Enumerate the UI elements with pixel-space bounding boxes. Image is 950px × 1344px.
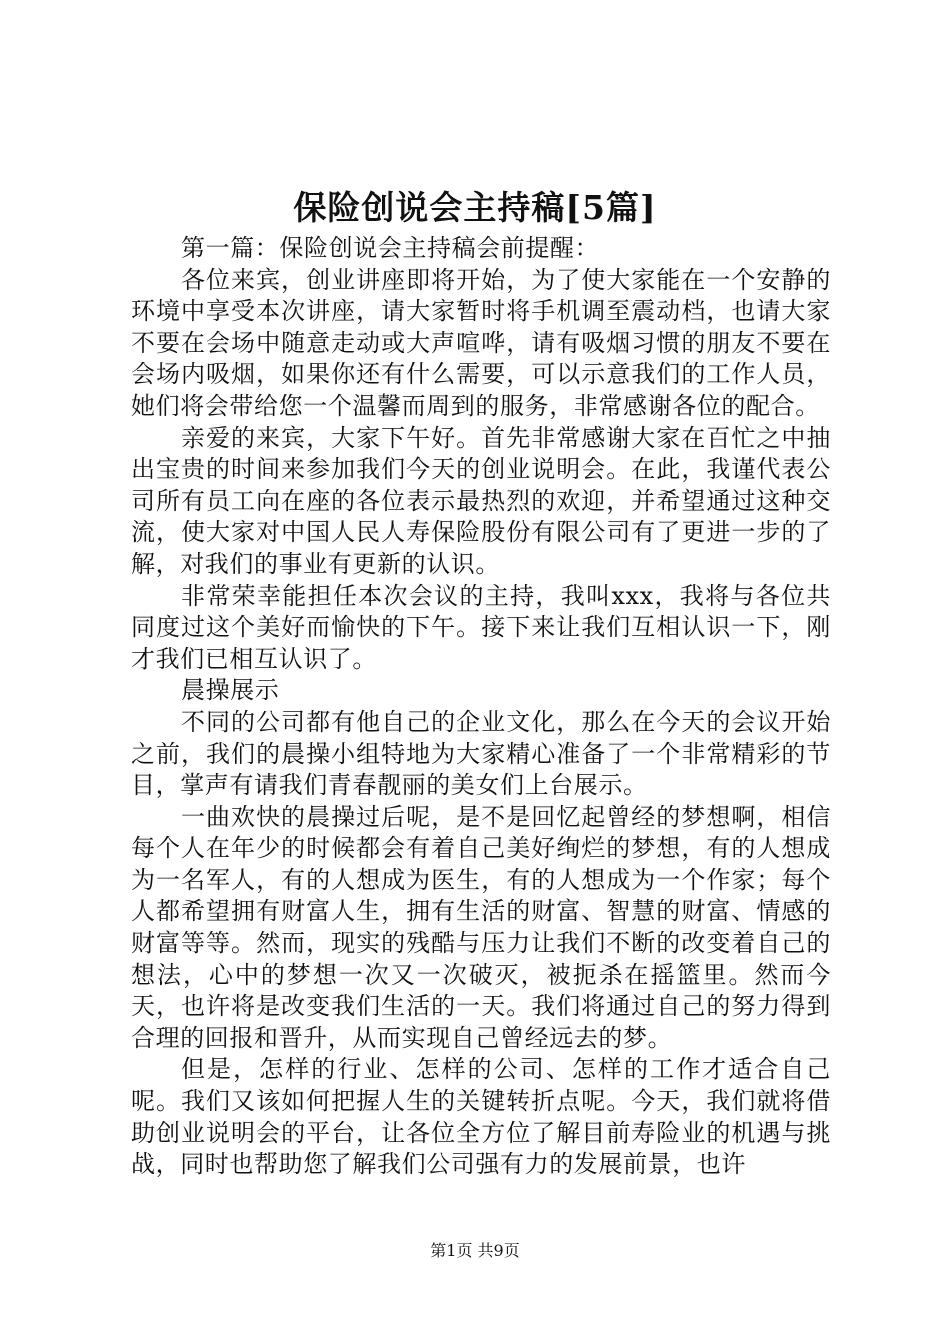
paragraph-welcome: 亲爱的来宾，大家下午好。首先非常感谢大家在百忙之中抽出宝贵的时间来参加我们今天的创业说明会。在此，我谨代表公司所有员工向在座的各位表示最热烈的欢迎，并希望通过这种交流，使大家对中国人民人寿保险股份有限公司有了更进一步的了解，对我们的事业有更新的认识。	[131, 423, 831, 578]
paragraph-company-culture: 不同的公司都有他自己的企业文化，那么在今天的会议开始之前，我们的晨操小组特地为大家精心准备了一个非常精彩的节目，掌声有请我们青春靓丽的美女们上台展示。	[131, 707, 831, 800]
paragraph-host-intro: 非常荣幸能担任本次会议的主持，我叫xxx，我将与各位共同度过这个美好而愉快的下午。接下来让我们互相认识一下，刚才我们已相互认识了。	[131, 581, 831, 673]
document-title: 保险创说会主持稿[5篇]	[293, 188, 657, 227]
paragraph-subheading-morning-exercise: 晨操展示	[181, 676, 280, 705]
paragraph-reminder: 各位来宾，创业讲座即将开始，为了使大家能在一个安静的环境中享受本次讲座，请大家暂时将手机调至震动档，也请大家不要在会场中随意走动或大声喧哗，请有吸烟习惯的朋友不要在会场内吸烟，如果你还有什么需要，可以示意我们的工作人员，她们将会带给您一个温馨而周到的服务，非常感谢各位的配合。	[131, 265, 831, 420]
paragraph-section-heading: 第一篇：保险创说会主持稿会前提醒：	[181, 234, 600, 262]
paragraph-opportunity: 但是，怎样的行业、怎样的公司、怎样的工作才适合自己呢。我们又该如何把握人生的关键转折点呢。今天，我们就将借助创业说明会的平台，让各位全方位了解目前寿险业的机遇与挑战，同时也帮助您了解我们公司强有力的发展前景，也许	[131, 1055, 831, 1179]
page-number-footer: 第1页 共9页	[430, 1241, 520, 1260]
paragraph-dreams: 一曲欢快的晨操过后呢，是不是回忆起曾经的梦想啊，相信每个人在年少的时候都会有着自己美好绚烂的梦想，有的人想成为一名军人，有的人想成为医生，有的人想成为一个作家；每个人都希望拥有财富人生，拥有生活的财富、智慧的财富、情感的财富等等。然而，现实的残酷与压力让我们不断的改变着自己的想法，心中的梦想一次又一次破灭，被扼杀在摇篮里。然而今天，也许将是改变我们生活的一天。我们将通过自己的努力得到合理的回报和晋升，从而实现自己曾经远去的梦。	[131, 802, 831, 1052]
document-body	[131, 233, 831, 1181]
